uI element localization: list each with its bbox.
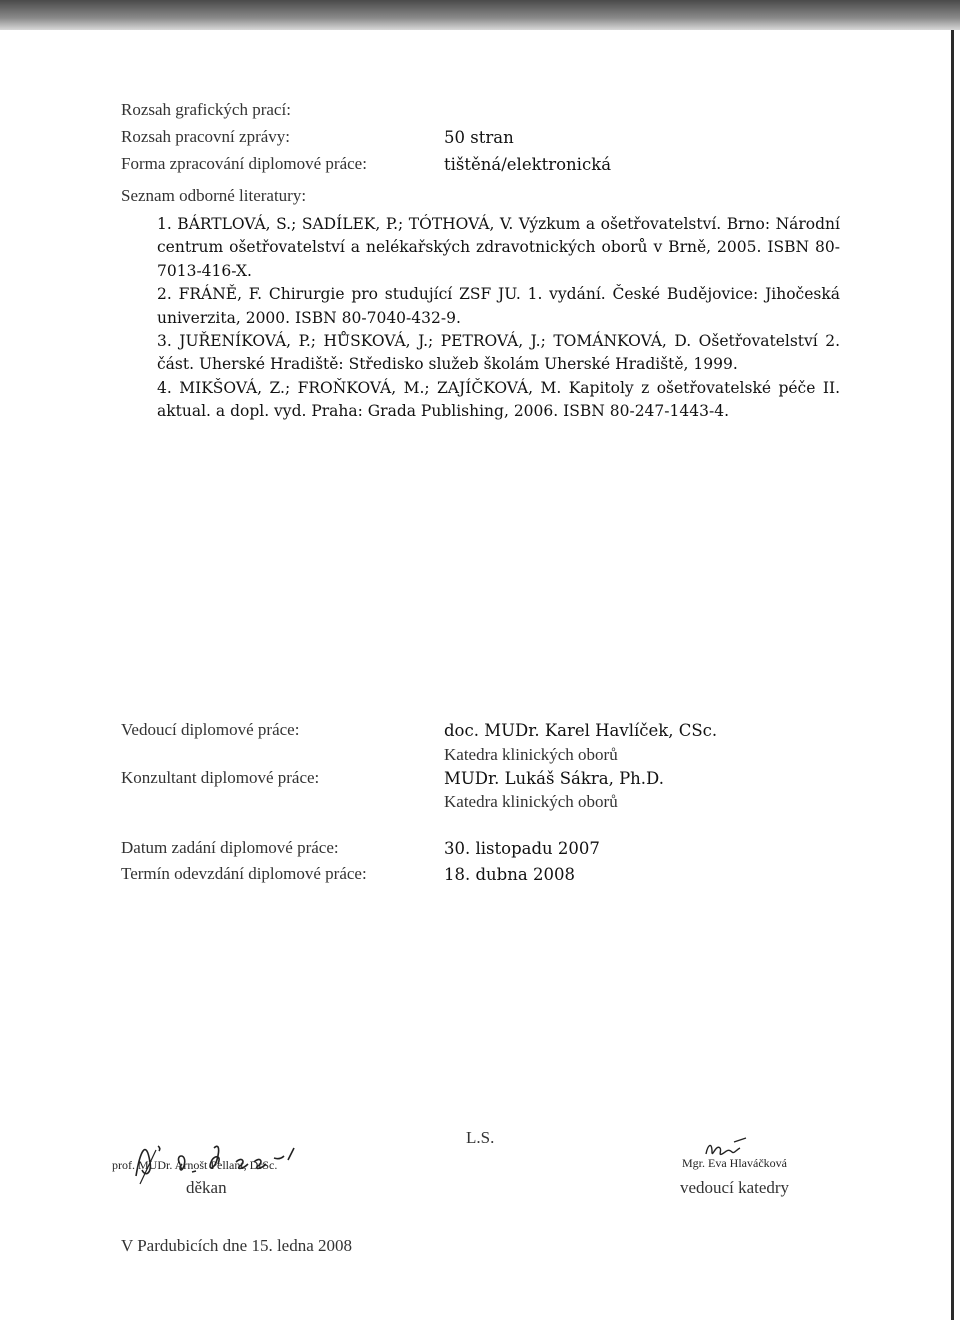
report-value: 50 stran <box>444 128 514 147</box>
graphics-label: Rozsah grafických prací: <box>121 100 291 119</box>
consultant-name: MUDr. Lukáš Sákra, Ph.D. <box>444 769 664 788</box>
report-label: Rozsah pracovní zprávy: <box>121 127 290 146</box>
leader-department: Katedra klinických oborů <box>444 745 618 764</box>
form-value: tištěná/elektronická <box>444 155 612 174</box>
literature-label: Seznam odborné literatury: <box>121 186 307 205</box>
form-label: Forma zpracování diplomové práce: <box>121 154 367 173</box>
seal-mark: L.S. <box>466 1128 495 1147</box>
head-name: Mgr. Eva Hlaváčková <box>682 1156 787 1170</box>
reference-item: 3. JUŘENÍKOVÁ, P.; HŮSKOVÁ, J.; PETROVÁ, J.; TOMÁNKOVÁ, D. Ošetřovatelství 2. část. Uherské Hradiště: Středisko služeb školám Uherské Hradiště, 1999. <box>157 332 840 374</box>
head-title: vedoucí katedry <box>680 1178 790 1197</box>
reference-item: 4. MIKŠOVÁ, Z.; FROŇKOVÁ, M.; ZAJÍČKOVÁ, M. Kapitoly z ošetřovatelské péče II. aktual. a dopl. vyd. Praha: Grada Publishing, 2006. ISBN 80-247-1443-4. <box>157 378 840 421</box>
leader-name: doc. MUDr. Karel Havlíček, CSc. <box>444 721 718 740</box>
due-date-value: 18. dubna 2008 <box>444 865 575 884</box>
reference-item: 1. BÁRTLOVÁ, S.; SADÍLEK, P.; TÓTHOVÁ, V. Výzkum a ošetřovatelství. Brno: Národní centrum ošetřovatelství a nelékařských zdravotnických oborů v Brně, 2005. ISBN 80-7013-416-X. <box>157 215 840 280</box>
due-date-label: Termín odevzdání diplomové práce: <box>121 864 367 883</box>
leader-label: Vedoucí diplomové práce: <box>121 720 300 739</box>
place-date: V Pardubicích dne 15. ledna 2008 <box>121 1236 353 1255</box>
dean-title: děkan <box>186 1178 227 1197</box>
consultant-department: Katedra klinických oborů <box>444 792 618 811</box>
assigned-date-value: 30. listopadu 2007 <box>444 839 600 858</box>
reference-list <box>157 213 840 424</box>
consultant-label: Konzultant diplomové práce: <box>121 768 320 787</box>
dean-name: prof. MUDr. Arnošt Pellant, DrSc. <box>112 1158 278 1172</box>
reference-item: 2. FRÁNĚ, F. Chirurgie pro studující ZSF JU. 1. vydání. České Budějovice: Jihočeská univerzita, 2000. ISBN 80-7040-432-9. <box>157 285 840 327</box>
scan-shadow-top <box>0 0 960 30</box>
scan-edge-right <box>951 30 954 1320</box>
assigned-date-label: Datum zadání diplomové práce: <box>121 838 339 857</box>
